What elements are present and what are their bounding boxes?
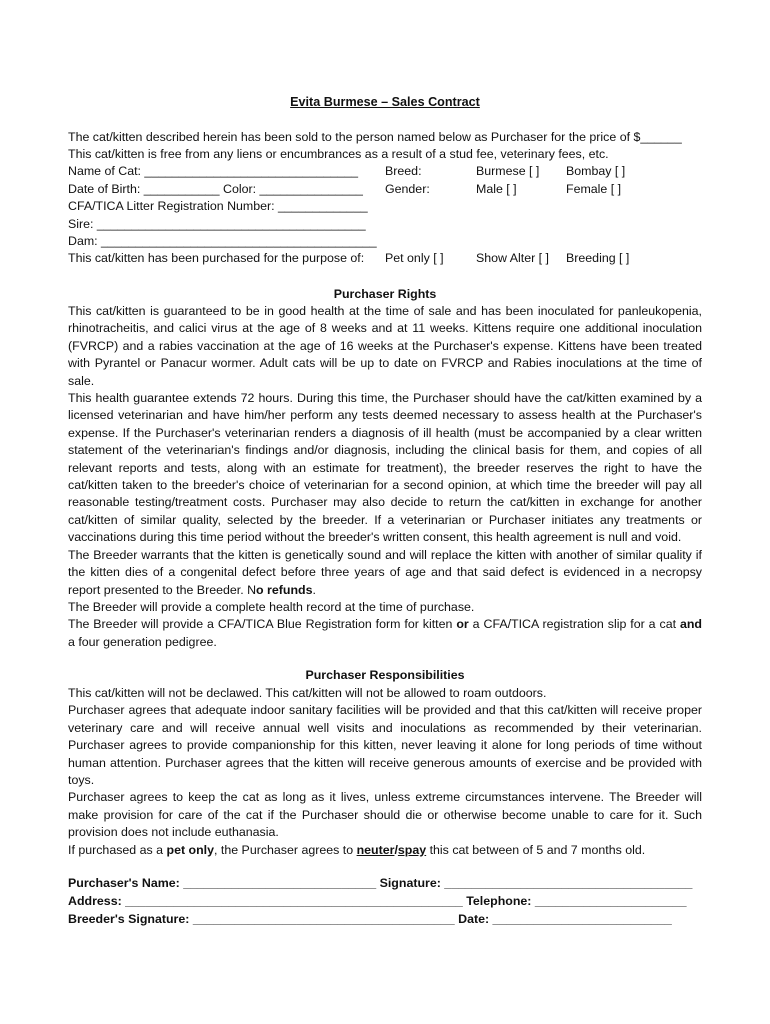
intro-line-liens: This cat/kitten is free from any liens or encumbrances as a result of a stud fee, veterinary fees, etc. [68,147,609,161]
pet-only-text: pet only [166,842,214,857]
purchaser-name-signature-line: Purchaser's Name: ____________________________ Signature: ____________________________________ [68,876,693,890]
registration-text-b: a CFA/TICA registration slip for a cat [468,617,680,632]
purpose-breeding-checkbox: Breeding [ ] [566,251,630,265]
warranty-end: . [312,582,316,597]
neuter-text-c: this cat between of 5 and 7 months old. [426,842,646,857]
purchaser-responsibilities-heading: Purchaser Responsibilities [305,668,465,682]
gender-label: Gender: [385,182,430,196]
name-of-cat-field: Name of Cat: _______________________________ [68,164,359,178]
purpose-show-checkbox: Show Alter [ ] [476,251,550,265]
resp-paragraph-neuter-spay [68,842,702,859]
purchaser-rights-heading: Purchaser Rights [333,287,437,301]
no-refunds-text: o refunds [256,582,313,597]
resp-paragraph-declaw: This cat/kitten will not be declawed. This cat/kitten will not be allowed to roam outdoors. [68,686,547,700]
breeder-signature-date-line: Breeder's Signature: ______________________________________ Date: __________________________ [68,912,672,926]
registration-field: CFA/TICA Litter Registration Number: _____________ [68,199,368,213]
sire-field: Sire: _______________________________________ [68,217,366,231]
resp-paragraph-care: Purchaser agrees that adequate indoor sanitary facilities will be provided and that this cat/kitten will receive proper veterinary care and will receive annual well visits and inoculations as recommended by their veterinarian. Purchaser agrees to provide companionship for this kitten, never leaving it alone for long periods of time without human attention. Purchaser agrees that the kitten will receive generous amounts of exercise and be provided with toys. [68,703,702,788]
purpose-pet-checkbox: Pet only [ ] [385,251,444,265]
registration-or: or [456,617,469,632]
resp-paragraph-keep-cat: Purchaser agrees to keep the cat as long as it lives, unless extreme circumstances intervene. The Breeder will make provision for care of the cat if the Purchaser should die or otherwise become unable to care for it. Such provision does not include euthanasia. [68,790,702,840]
address-telephone-line: Address: _________________________________________________ Telephone: ______________________ [68,894,687,908]
purchaser-responsibilities-section [68,685,702,859]
intro-line-price: The cat/kitten described herein has been sold to the person named below as Purchaser for the price of $______ [68,130,682,144]
neuter-text-b: , the Purchaser agrees to [214,842,357,857]
registration-and: and [679,617,702,632]
dam-field: Dam: ________________________________________ [68,234,377,248]
purchaser-rights-section [68,303,702,651]
rights-paragraph-genetic-warranty [68,547,702,599]
slash-text: / [394,842,398,857]
purpose-label: This cat/kitten has been purchased for the purpose of: [68,251,365,265]
spay-text: spay [397,842,427,857]
registration-text-c: a four generation pedigree. [68,634,217,649]
breed-label: Breed: [385,164,422,178]
rights-paragraph-health-record: The Breeder will provide a complete health record at the time of purchase. [68,599,475,614]
gender-female-checkbox: Female [ ] [566,182,622,196]
rights-paragraph-registration [68,616,702,651]
document-title: Evita Burmese – Sales Contract [290,95,480,109]
neuter-text: neuter [356,842,395,857]
registration-text-a: The Breeder will provide a CFA/TICA Blue Registration form for kitten [68,617,457,632]
rights-paragraph-guarantee: This cat/kitten is guaranteed to be in good health at the time of sale and has been inoculated for panleukopenia, rhinotracheitis, and calici virus at the age of 8 weeks and at 11 weeks. Kittens require one additional inoculation (FVRCP) and a rabies vaccination at the age of 16 weeks at the Purchaser's expense. Kittens have been treated with Pyrantel or Panacur wormer. Adult cats will be up to date on FVRCP and Rabies inoculations at the time of sale. [68,304,702,388]
dob-color-field: Date of Birth: ___________ Color: _______________ [68,182,363,196]
neuter-text-a: If purchased as a [68,842,167,857]
warranty-text: The Breeder warrants that the kitten is genetically sound and will replace the kitten with another of similar quality if the kitten dies of a congenital defect before three years of age and that said defect is evidenced in a necropsy report presented to the Breeder. N [68,547,702,597]
breed-burmese-checkbox: Burmese [ ] [476,164,540,178]
gender-male-checkbox: Male [ ] [476,182,517,196]
breed-bombay-checkbox: Bombay [ ] [566,164,626,178]
rights-paragraph-72-hours: This health guarantee extends 72 hours. During this time, the Purchaser should have the cat/kitten examined by a licensed veterinarian and have him/her perform any tests deemed necessary to assess health at the Purchaser's expense. If the Purchaser's veterinarian renders a diagnosis of ill health (must be accompanied by a clear written statement of the veterinarian's findings and/or diagnosis, including the clinical basis for them, and copies of all relevant reports and tests, along with an estimate for treatment), the breeder reserves the right to have the cat/kitten taken to the breeder's choice of veterinarian for a second opinion, at which time the breeder will pay all reasonable testing/treatment costs. Purchaser may also decide to return the cat/kitten in exchange for another cat/kitten of similar quality, selected by the breeder. If a veterinarian or Purchaser initiates any treatments or vaccinations during this time period without the breeder's written consent, this health agreement is null and void. [68,391,702,545]
